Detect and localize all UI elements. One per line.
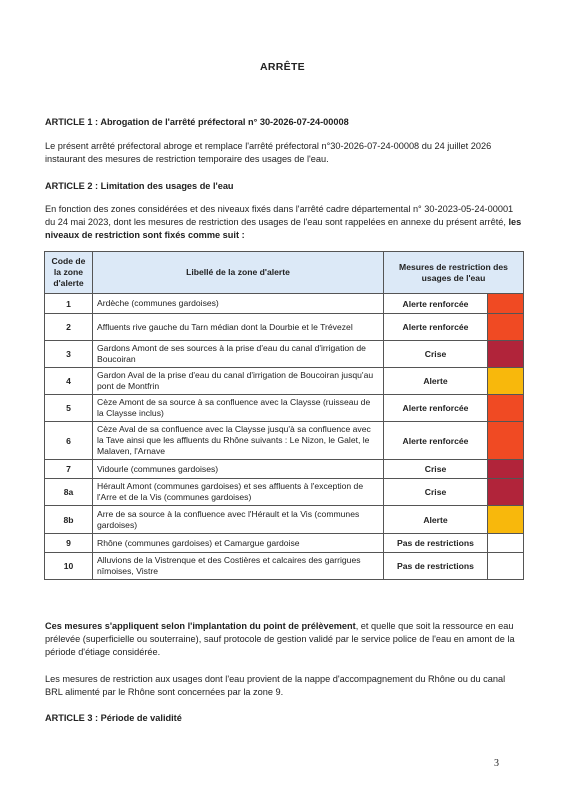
table-row: [45, 479, 524, 506]
article-1-label: ARTICLE 1 :: [45, 117, 99, 127]
article-2-intro: [45, 203, 525, 242]
zone-name: Vidourle (communes gardoises): [93, 460, 384, 479]
zone-name: Arre de sa source à la confluence avec l'Hérault et la Vis (communes gardoises): [93, 506, 384, 534]
table-row: [45, 368, 524, 395]
table-row: [45, 294, 524, 314]
zone-code: 6: [45, 422, 93, 460]
restriction-color-swatch: [488, 395, 524, 422]
table-row: [45, 506, 524, 534]
zone-code: 4: [45, 368, 93, 395]
article-3-title: Période de validité: [100, 713, 182, 723]
restriction-level: Pas de restrictions: [384, 553, 488, 580]
restriction-color-swatch: [488, 479, 524, 506]
restriction-level: Crise: [384, 460, 488, 479]
table-row: [45, 553, 524, 580]
zone-name: Gardons Amont de ses sources à la prise d'eau du canal d'irrigation de Boucoiran: [93, 341, 384, 368]
zone-name: Cèze Aval de sa confluence avec la Claysse jusqu'à sa confluence avec la Tave ainsi que les affluents du Rhône suivants : Le Nizon, le Galet, le Malaven, l'Arnave: [93, 422, 384, 460]
article-2-intro-bold: les niveaux de restriction sont fixés comme suit :: [45, 217, 522, 240]
restriction-color-swatch: [488, 506, 524, 534]
restriction-level: Alerte renforcée: [384, 294, 488, 314]
zone-name: Cèze Amont de sa source à sa confluence avec la Claysse (ruisseau de la Claysse inclus): [93, 395, 384, 422]
zone-code: 3: [45, 341, 93, 368]
restriction-color-swatch: [488, 460, 524, 479]
zone-code: 8a: [45, 479, 93, 506]
zone-code: 5: [45, 395, 93, 422]
zone-code: 10: [45, 553, 93, 580]
restriction-level: Alerte renforcée: [384, 395, 488, 422]
restriction-color-swatch: [488, 294, 524, 314]
article-3-heading: [45, 712, 525, 725]
restriction-level: Alerte renforcée: [384, 422, 488, 460]
article-1-heading: [45, 116, 525, 129]
zone-name: Ardèche (communes gardoises): [93, 294, 384, 314]
table-row: [45, 395, 524, 422]
restriction-color-swatch: [488, 553, 524, 580]
zone-name: Rhône (communes gardoises) et Camargue gardoise: [93, 534, 384, 553]
after-table-bold: Ces mesures s'appliquent selon l'implantation du point de prélèvement: [45, 621, 356, 631]
header-measure: Mesures de restriction des usages de l'eau: [384, 252, 524, 294]
restriction-level: Alerte: [384, 368, 488, 395]
page-title: ARRÊTE: [260, 61, 305, 73]
header-name: Libellé de la zone d'alerte: [93, 252, 384, 294]
zone-name: Hérault Amont (communes gardoises) et ses affluents à l'exception de l'Arre et de la Vis (communes gardoises): [93, 479, 384, 506]
restriction-level: Pas de restrictions: [384, 534, 488, 553]
table-row: [45, 341, 524, 368]
restriction-color-swatch: [488, 534, 524, 553]
restriction-color-swatch: [488, 368, 524, 395]
after-table-paragraph-1: [45, 620, 525, 659]
table-row: [45, 422, 524, 460]
table-row: [45, 534, 524, 553]
zone-code: 8b: [45, 506, 93, 534]
restriction-color-swatch: [488, 314, 524, 341]
table-row: [45, 314, 524, 341]
alert-zones-table: [44, 251, 524, 580]
restriction-level: Crise: [384, 341, 488, 368]
article-3-label: ARTICLE 3 :: [45, 713, 99, 723]
zone-name: Gardon Aval de la prise d'eau du canal d'irrigation de Boucoiran jusqu'au pont de Montfrin: [93, 368, 384, 395]
zone-code: 1: [45, 294, 93, 314]
article-1-title: Abrogation de l'arrêté préfectoral n° 30-2026-07-24-00008: [100, 117, 349, 127]
table-row: [45, 460, 524, 479]
zone-code: 7: [45, 460, 93, 479]
page-number: 3: [494, 758, 499, 769]
article-2-title: Limitation des usages de l'eau: [100, 181, 234, 191]
restriction-level: Alerte: [384, 506, 488, 534]
article-2-label: ARTICLE 2 :: [45, 181, 99, 191]
article-1-body: Le présent arrêté préfectoral abroge et remplace l'arrêté préfectoral n°30-2026-07-24-00008 du 24 juillet 2026 instaurant des mesures de restriction temporaire des usages de l'eau.: [45, 141, 492, 164]
restriction-color-swatch: [488, 422, 524, 460]
article-2-intro-text: En fonction des zones considérées et des niveaux fixés dans l'arrêté cadre départemental n° 30-2023-05-24-00001 du 24 mai 2023, dont les mesures de restriction des usages de l'eau sont rappelées en annexe du présent arrêté,: [45, 204, 514, 227]
zone-name: Alluvions de la Vistrenque et des Costières et calcaires des garrigues nîmoises, Vistre: [93, 553, 384, 580]
article-2-heading: [45, 180, 525, 193]
restriction-level: Alerte renforcée: [384, 314, 488, 341]
after-table-rest: , et quelle que soit la ressource en eau prélevée (superficielle ou souterraine), sauf protocole de gestion validé par le service police de l'eau en amont de la période d'étiage considérée.: [45, 621, 515, 657]
zone-name: Affluents rive gauche du Tarn médian dont la Dourbie et le Trévezel: [93, 314, 384, 341]
header-code: Code de la zone d'alerte: [45, 252, 93, 294]
zone-code: 2: [45, 314, 93, 341]
table-header-row: [45, 252, 524, 294]
restriction-level: Crise: [384, 479, 488, 506]
restriction-color-swatch: [488, 341, 524, 368]
zone-code: 9: [45, 534, 93, 553]
after-table-paragraph-2: Les mesures de restriction aux usages dont l'eau provient de la nappe d'accompagnement du Rhône ou du canal BRL alimenté par le Rhône sont concernées par la zone 9.: [45, 674, 506, 697]
